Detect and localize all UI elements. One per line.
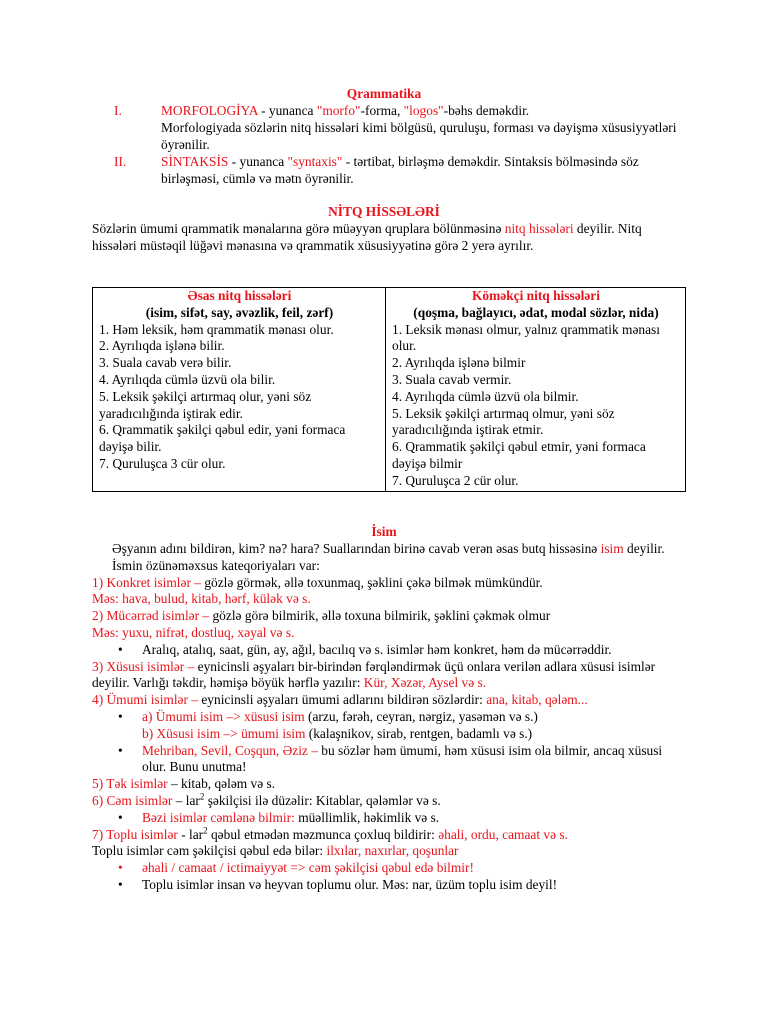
paragraph-text: deyilir. [623, 541, 665, 556]
category-text: eynicinsli əşyaları bir-birindən fərqləndirmək üçü onlara verilən adlara xüsusi isimlər deyilir. Varlığı təkdir, həmişə böyük hərflə yazılır: [92, 658, 656, 691]
section-morfologiya [161, 103, 681, 153]
category-line [92, 575, 682, 592]
category-label: 3) Xüsusi isimlər – [92, 658, 195, 674]
section-heading: NİTQ HİSSƏLƏRİ [328, 204, 440, 219]
table-item: 1. Leksik mənası olmur, yalnız qrammatik mənası olur. [392, 321, 660, 354]
table-item: 6. Qrammatik şəkilçi qəbul edir, yəni formaca dəyişə bilir. [99, 422, 346, 455]
item-text: (arzu, fərəh, ceyran, nərgiz, yasəmən və s.) [304, 708, 538, 724]
table-item: 3. Suala cavab vermir. [392, 371, 512, 387]
column-subtitle: (qoşma, bağlayıcı, ədat, modal sözlər, nida) [413, 304, 659, 320]
paragraph: İsmin özünəməxsus kateqoriyaları var: [112, 557, 320, 573]
table-item: 7. Quruluşca 3 cür olur. [99, 455, 226, 471]
list-item: • Toplu isimlər insan və heyvan toplumu olur. Məs: nar, üzüm toplu isim deyil! [92, 877, 682, 894]
section-term: "syntaxis" [287, 154, 343, 169]
table-item: 2. Ayrılıqda işlənə bilir. [99, 338, 225, 354]
category-label: 4) Ümumi isimlər – [92, 692, 199, 708]
category-text: – lar [172, 792, 200, 808]
item-label: b) Xüsusi isim –> ümumi isim [142, 725, 306, 741]
table-item: 6. Qrammatik şəkilçi qəbul etmir, yəni formaca dəyişə bilmir [392, 439, 646, 471]
table-column-auxiliary [386, 288, 686, 492]
section-number-2: II. [114, 154, 127, 169]
table-item: 1. Həm leksik, həm qrammatik mənası olur. [99, 321, 334, 337]
superscript: 2 [199, 791, 205, 802]
comparison-table [92, 287, 686, 492]
example-text: Kür, Xəzər, Aysel və s. [363, 675, 487, 691]
example-text: əhali, ordu, camaat və s. [438, 826, 568, 842]
table-item: 5. Leksik şəkilçi artırmaq olur, yəni söz yaradıcılığında iştirak edir. [99, 388, 312, 421]
section-heading: İsim [371, 524, 397, 539]
paragraph-text: Sözlərin ümumi qrammatik mənalarına görə müəyyən qruplara bölünməsinə [92, 221, 505, 236]
category-label: 2) Mücərrəd isimlər – [92, 608, 210, 624]
column-subtitle: (isim, sifət, say, əvəzlik, feil, zərf) [145, 304, 334, 320]
example-text: ana, kitab, qələm... [486, 692, 588, 708]
item-label: Mehriban, Sevil, Coşqun, Əziz – [142, 742, 318, 758]
column-items [99, 322, 380, 473]
item-text: müəllimlik, həkimlik və s. [294, 809, 440, 825]
category-label: 5) Tək isimlər [92, 776, 168, 792]
section-text: - tərtibat, birləşmə deməkdir. Sintaksis bölməsində söz birləşməsi, cümlə və mətn öyrənilir. [161, 154, 639, 186]
category-text: gözlə görmək, əllə toxunmaq, şəklini çəkə bilmək mümkündür. [200, 574, 543, 590]
column-items [392, 322, 680, 490]
bullet-list [92, 642, 682, 659]
category-line [92, 608, 682, 625]
paragraph-text: deyilir. Nitq hissələri müstəqil lüğəvi mənasına və qrammatik xüsusiyyətinə görə 2 yerə ayrılır. [92, 221, 642, 253]
paragraph-text: Əşyanın adını bildirən, kim? nə? hara? Suallarından birinə cavab verən əsas butq hissəsinə [112, 541, 601, 556]
category-line [92, 827, 682, 844]
category-line [92, 692, 682, 709]
item-text: bu sözlər həm ümumi, həm xüsusi isim ola bilmir, ancaq xüsusi olur. Bunu unutma! [142, 742, 663, 775]
section-text: -forma, [360, 103, 404, 118]
example-text: ilxılar, naxırlar, qoşunlar [326, 843, 459, 859]
category-text: gözlə görə bilmirik, əllə toxuna bilmirik, şəklini çəkmək olmur [209, 608, 551, 624]
category-label: 7) Toplu isimlər [92, 826, 178, 842]
section-name-1: MORFOLOGİYA [161, 103, 258, 118]
category-label: 1) Konkret isimlər – [92, 574, 201, 590]
section-name-2: SİNTAKSİS [161, 154, 229, 169]
list-item [92, 743, 682, 777]
section-sintaksis [161, 154, 681, 188]
page-title: Qrammatika [346, 86, 422, 101]
list-item: • əhali / camaat / ictimaiyyət => cəm şəkilçisi qəbul edə bilmir! [92, 860, 682, 877]
example-line: Məs: yuxu, nifrət, dostluq, xəyal və s. [92, 624, 295, 640]
table-column-main [93, 288, 386, 492]
table-item: 5. Leksik şəkilçi artırmaq olmur, yəni söz yaradıcılığında iştirak etmir. [392, 405, 615, 438]
item-text: (kalaşnikov, sirab, rentgen, badamlı və s.) [305, 725, 533, 741]
highlighted-term: isim [600, 541, 624, 556]
category-text: – kitab, qələm və s. [167, 776, 276, 792]
list-item: • Aralıq, atalıq, saat, gün, ay, ağıl, bacılıq və s. isimlər həm konkret, həm də mücərrəddir. [92, 642, 682, 659]
column-title: Köməkçi nitq hissələri [472, 288, 600, 303]
paragraph [92, 541, 682, 558]
section-text: -bəhs deməkdir. [443, 103, 530, 118]
category-text: - lar [177, 826, 204, 842]
table-item: 4. Ayrılıqda cümlə üzvü ola bilir. [99, 371, 276, 387]
section-text: - yunanca [228, 154, 288, 169]
section-term: "morfo" [316, 103, 361, 118]
section-description: Morfologiyada sözlərin nitq hissələri kimi bölgüsü, quruluşu, forması və dəyişmə xüsusiyyətləri öyrənilir. [161, 119, 677, 152]
table-item: 3. Suala cavab verə bilir. [99, 355, 232, 371]
table-item: 7. Quruluşca 2 cür olur. [392, 472, 519, 488]
item-label: a) Ümumi isim –> xüsusi isim [142, 708, 305, 724]
list-item [92, 709, 682, 743]
bullet-list [92, 810, 682, 827]
table-item: 2. Ayrılıqda işlənə bilmir [392, 355, 526, 371]
paragraph [92, 843, 682, 860]
category-text: şəkilçisi ilə düzəlir: Kitablar, qələmlər və s. [204, 792, 441, 808]
isim-section [92, 541, 682, 894]
category-line [92, 659, 682, 693]
table-item: 4. Ayrılıqda cümlə üzvü ola bilmir. [392, 388, 579, 404]
bullet-list [92, 860, 682, 894]
category-label: 6) Cəm isimlər [92, 792, 173, 808]
section-term: "logos" [403, 103, 444, 118]
example-line: Məs: hava, bulud, kitab, hərf, külək və s. [92, 591, 311, 607]
category-text: eynicinsli əşyaları ümumi adlarını bildirən sözlərdir: [198, 692, 487, 708]
category-line [92, 793, 682, 810]
list-item [92, 810, 682, 827]
superscript: 2 [203, 825, 208, 836]
bullet-list [92, 709, 682, 776]
section-text: - yunanca [257, 103, 317, 118]
paragraph-text: Toplu isimlər cəm şəkilçisi qəbul edə bilər: [92, 843, 327, 859]
section-number-1: I. [114, 103, 122, 118]
highlighted-term: nitq hissələri [504, 221, 574, 236]
column-title: Əsas nitq hissələri [187, 288, 292, 303]
paragraph [92, 221, 678, 255]
item-label: Bəzi isimlər cəmlənə bilmir: [142, 809, 295, 825]
category-line [92, 776, 682, 793]
category-text: qəbul etmədən məzmunca çoxluq bildirir: [207, 826, 439, 842]
